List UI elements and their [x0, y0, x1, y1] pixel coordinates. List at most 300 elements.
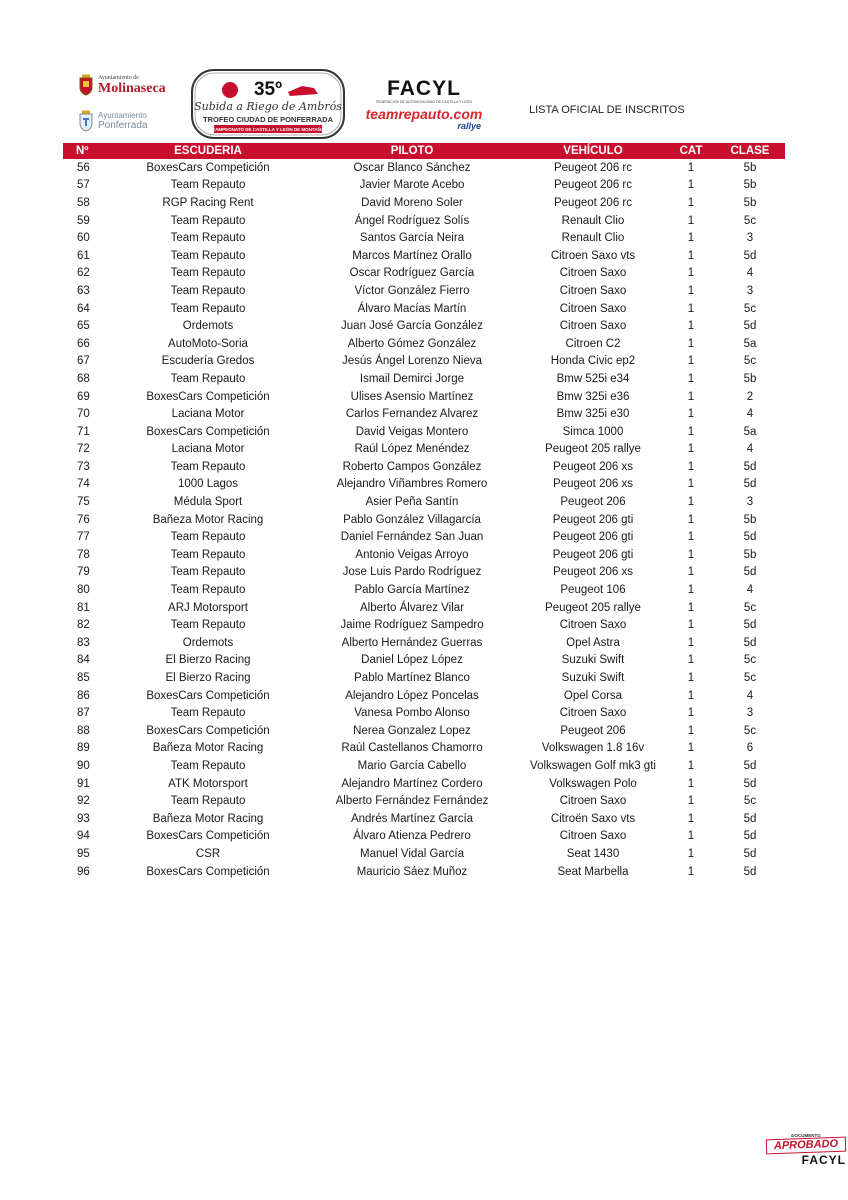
cell-category: 1	[687, 830, 695, 843]
cell-vehicle: Peugeot 206 rc	[553, 196, 632, 209]
cell-number: 64	[77, 302, 90, 315]
cell-number: 79	[77, 566, 90, 579]
cell-driver: Jesús Ángel Lorenzo Nieva	[342, 355, 482, 368]
cell-team: BoxesCars Competición	[146, 724, 270, 737]
cell-vehicle: Citroen Saxo	[559, 707, 627, 720]
cell-vehicle: Citroen Saxo	[559, 284, 627, 297]
cell-team: ATK Motorsport	[168, 777, 248, 790]
cell-class: 5d	[743, 636, 757, 649]
cell-number: 88	[77, 724, 90, 737]
cell-team: Team Repauto	[170, 372, 246, 385]
table-row	[63, 511, 785, 529]
cell-team: Laciana Motor	[171, 443, 245, 456]
cell-category: 1	[687, 196, 695, 209]
cell-class: 5b	[743, 548, 757, 561]
cell-number: 66	[77, 337, 90, 350]
cell-number: 94	[77, 830, 90, 843]
cell-number: 85	[77, 672, 90, 685]
town-hall-logos	[78, 70, 182, 136]
cell-vehicle: Renault Clio	[561, 232, 625, 245]
cell-class: 5b	[743, 372, 757, 385]
cell-number: 59	[77, 214, 90, 227]
cell-number: 87	[77, 707, 90, 720]
cell-number: 72	[77, 443, 90, 456]
cell-team: Laciana Motor	[171, 408, 245, 421]
table-row	[63, 300, 785, 318]
table-row	[63, 546, 785, 564]
cell-category: 1	[687, 161, 695, 174]
event-badge-logo	[190, 68, 346, 140]
cell-team: Team Repauto	[170, 302, 246, 315]
cell-team: BoxesCars Competición	[146, 689, 270, 702]
cell-category: 1	[687, 636, 695, 649]
cell-team: Team Repauto	[170, 267, 246, 280]
table-row	[63, 441, 785, 459]
cell-driver: Antonio Veigas Arroyo	[355, 548, 469, 561]
event-number: 35º	[253, 79, 283, 100]
cell-category: 1	[687, 179, 695, 192]
cell-driver: Alberto Álvarez Vilar	[360, 601, 464, 614]
cell-class: 3	[746, 232, 754, 245]
cell-category: 1	[687, 777, 695, 790]
cell-team: ARJ Motorsport	[168, 601, 248, 614]
table-row	[63, 652, 785, 670]
cell-vehicle: Peugeot 206 xs	[553, 478, 633, 491]
cell-number: 91	[77, 777, 90, 790]
cell-category: 1	[687, 302, 695, 315]
table-row	[63, 528, 785, 546]
table-row	[63, 863, 785, 881]
cell-vehicle: Renault Clio	[561, 214, 625, 227]
cell-vehicle: Citroën Saxo vts	[550, 812, 636, 825]
cell-category: 1	[687, 232, 695, 245]
cell-class: 5d	[743, 830, 757, 843]
cell-category: 1	[687, 795, 695, 808]
event-trophy: TROFEO CIUDAD DE PONFERRADA	[202, 115, 334, 124]
cell-number: 93	[77, 812, 90, 825]
cell-category: 1	[687, 320, 695, 333]
cell-driver: Roberto Campos González	[342, 460, 482, 473]
table-body	[63, 159, 785, 880]
cell-vehicle: Citroen Saxo	[559, 267, 627, 280]
column-header-number: Nº	[63, 143, 111, 159]
cell-driver: Oscar Rodríguez García	[349, 267, 475, 280]
cell-class: 3	[746, 707, 754, 720]
column-header-vehicle: VEHÍCULO	[519, 143, 667, 159]
table-row	[63, 177, 785, 195]
cell-number: 84	[77, 654, 90, 667]
cell-driver: Andrés Martínez García	[350, 812, 474, 825]
cell-team: RGP Racing Rent	[162, 196, 254, 209]
cell-driver: David Veigas Montero	[355, 425, 469, 438]
ponferrada-logo	[78, 106, 182, 136]
table-row	[63, 775, 785, 793]
table-row	[63, 423, 785, 441]
approved-stamp-org: FACYL	[801, 1153, 846, 1167]
cell-team: 1000 Lagos	[177, 478, 239, 491]
cell-class: 5d	[743, 478, 757, 491]
event-championship: CAMPEONATO DE CASTILLA Y LEÓN DE MONTAÑA	[211, 127, 325, 133]
cell-class: 5d	[743, 812, 757, 825]
table-row	[63, 493, 785, 511]
sponsor-logo: teamrepauto.com	[365, 106, 483, 122]
approved-stamp	[766, 1133, 846, 1169]
cell-category: 1	[687, 601, 695, 614]
cell-category: 1	[687, 724, 695, 737]
cell-class: 5c	[743, 302, 757, 315]
cell-vehicle: Citroen Saxo	[559, 830, 627, 843]
cell-vehicle: Bmw 325i e36	[556, 390, 630, 403]
cell-category: 1	[687, 425, 695, 438]
approved-stamp-text: APROBADO	[766, 1137, 846, 1155]
cell-class: 5d	[743, 320, 757, 333]
cell-team: Team Repauto	[170, 284, 246, 297]
cell-category: 1	[687, 513, 695, 526]
facyl-subtitle: FEDERACIÓN DE AUTOMOVILISMO DE CASTILLA Y LEÓN	[376, 100, 472, 104]
table-row	[63, 335, 785, 353]
cell-driver: Álvaro Macías Martín	[357, 302, 467, 315]
cell-class: 5b	[743, 161, 757, 174]
cell-number: 70	[77, 408, 90, 421]
table-row	[63, 810, 785, 828]
cell-class: 5d	[743, 777, 757, 790]
table-row	[63, 581, 785, 599]
table-row	[63, 212, 785, 230]
cell-vehicle: Peugeot 106	[560, 584, 626, 597]
cell-category: 1	[687, 531, 695, 544]
cell-team: Escudería Gredos	[161, 355, 255, 368]
cell-driver: Víctor González Fierro	[354, 284, 470, 297]
table-row	[63, 405, 785, 423]
cell-class: 5b	[743, 196, 757, 209]
cell-driver: Javier Marote Acebo	[359, 179, 465, 192]
cell-class: 5d	[743, 249, 757, 262]
cell-number: 60	[77, 232, 90, 245]
cell-driver: Nerea Gonzalez Lopez	[353, 724, 471, 737]
cell-vehicle: Citroen Saxo	[559, 302, 627, 315]
cell-class: 3	[746, 284, 754, 297]
cell-vehicle: Citroen C2	[565, 337, 621, 350]
table-row	[63, 757, 785, 775]
cell-vehicle: Citroen Saxo	[559, 795, 627, 808]
cell-number: 75	[77, 496, 90, 509]
cell-class: 5a	[743, 425, 757, 438]
cell-category: 1	[687, 865, 695, 878]
document-title: LISTA OFICIAL DE INSCRITOS	[529, 104, 685, 116]
cell-driver: Jose Luis Pardo Rodríguez	[342, 566, 482, 579]
cell-driver: Daniel Fernández San Juan	[340, 531, 484, 544]
facyl-title: FACYL	[387, 77, 461, 100]
cell-team: Ordemots	[182, 320, 234, 333]
table-row	[63, 282, 785, 300]
cell-class: 5a	[743, 337, 757, 350]
table-row	[63, 740, 785, 758]
cell-driver: Raúl López Menéndez	[354, 443, 470, 456]
cell-number: 89	[77, 742, 90, 755]
cell-category: 1	[687, 390, 695, 403]
cell-class: 4	[746, 408, 754, 421]
cell-driver: Alejandro Viñambres Romero	[336, 478, 488, 491]
cell-number: 62	[77, 267, 90, 280]
cell-category: 1	[687, 267, 695, 280]
cell-driver: Pablo González Villagarcía	[343, 513, 481, 526]
cell-driver: Ángel Rodríguez Solís	[354, 214, 470, 227]
cell-category: 1	[687, 337, 695, 350]
cell-number: 69	[77, 390, 90, 403]
cell-vehicle: Peugeot 206 rc	[553, 161, 632, 174]
cell-team: Team Repauto	[170, 232, 246, 245]
cell-team: Team Repauto	[170, 795, 246, 808]
cell-team: Bañeza Motor Racing	[152, 812, 264, 825]
cell-category: 1	[687, 672, 695, 685]
cell-number: 86	[77, 689, 90, 702]
cell-class: 6	[746, 742, 754, 755]
cell-number: 61	[77, 249, 90, 262]
cell-number: 56	[77, 161, 90, 174]
event-name: Subida a Riego de Ambrós	[194, 100, 342, 113]
cell-category: 1	[687, 619, 695, 632]
table-row	[63, 229, 785, 247]
cell-number: 67	[77, 355, 90, 368]
cell-driver: Álvaro Atienza Pedrero	[353, 830, 471, 843]
table-row	[63, 599, 785, 617]
cell-number: 65	[77, 320, 90, 333]
cell-category: 1	[687, 443, 695, 456]
cell-number: 82	[77, 619, 90, 632]
cell-vehicle: Bmw 325i e30	[556, 408, 630, 421]
cell-team: BoxesCars Competición	[146, 390, 270, 403]
cell-driver: Asier Peña Santín	[365, 496, 459, 509]
cell-number: 57	[77, 179, 90, 192]
cell-team: Team Repauto	[170, 566, 246, 579]
cell-category: 1	[687, 689, 695, 702]
cell-class: 4	[746, 689, 754, 702]
cell-class: 4	[746, 443, 754, 456]
cell-vehicle: Seat 1430	[566, 847, 620, 860]
cell-driver: Alberto Fernández Fernández	[335, 795, 489, 808]
cell-category: 1	[687, 759, 695, 772]
cell-vehicle: Suzuki Swift	[561, 654, 625, 667]
cell-category: 1	[687, 249, 695, 262]
cell-team: Team Repauto	[170, 759, 246, 772]
approved-stamp-doc: DOCUMENTO	[791, 1133, 821, 1138]
column-header-class: CLASE	[715, 143, 785, 159]
cell-class: 5c	[743, 214, 757, 227]
cell-driver: Alejandro Martínez Cordero	[341, 777, 483, 790]
cell-driver: Santos García Neira	[359, 232, 465, 245]
cell-team: Team Repauto	[170, 531, 246, 544]
cell-class: 5d	[743, 619, 757, 632]
cell-class: 4	[746, 584, 754, 597]
cell-class: 5d	[743, 847, 757, 860]
cell-team: Team Repauto	[170, 460, 246, 473]
cell-team: Team Repauto	[170, 619, 246, 632]
cell-class: 3	[746, 496, 754, 509]
ponferrada-name: Ponferrada	[98, 120, 148, 131]
cell-driver: Manuel Vidal García	[360, 847, 464, 860]
cell-vehicle: Peugeot 206 gti	[552, 531, 634, 544]
cell-class: 5c	[743, 795, 757, 808]
facyl-logo	[363, 78, 485, 136]
cell-vehicle: Peugeot 206	[560, 496, 626, 509]
cell-number: 96	[77, 865, 90, 878]
cell-number: 83	[77, 636, 90, 649]
table-row	[63, 458, 785, 476]
cell-category: 1	[687, 460, 695, 473]
cell-driver: Pablo Martínez Blanco	[354, 672, 470, 685]
cell-driver: Juan José García González	[341, 320, 483, 333]
cell-vehicle: Bmw 525i e34	[556, 372, 630, 385]
table-row	[63, 616, 785, 634]
cell-team: Team Repauto	[170, 249, 246, 262]
cell-driver: Oscar Blanco Sánchez	[353, 161, 471, 174]
cell-vehicle: Citroen Saxo	[559, 320, 627, 333]
cell-class: 5c	[743, 654, 757, 667]
cell-team: BoxesCars Competición	[146, 161, 270, 174]
cell-vehicle: Suzuki Swift	[561, 672, 625, 685]
cell-driver: Alberto Gómez González	[347, 337, 477, 350]
cell-driver: Mauricio Sáez Muñoz	[356, 865, 468, 878]
cell-team: CSR	[195, 847, 221, 860]
cell-vehicle: Peugeot 205 rallye	[545, 443, 641, 456]
cell-team: Team Repauto	[170, 707, 246, 720]
cell-vehicle: Peugeot 205 rallye	[545, 601, 641, 614]
cell-category: 1	[687, 812, 695, 825]
cell-team: Ordemots	[182, 636, 234, 649]
table-row	[63, 194, 785, 212]
cell-vehicle: Peugeot 206 xs	[553, 566, 633, 579]
table-row	[63, 317, 785, 335]
cell-number: 92	[77, 795, 90, 808]
cell-driver: Vanesa Pombo Alonso	[354, 707, 470, 720]
cell-number: 77	[77, 531, 90, 544]
cell-driver: Daniel López López	[361, 654, 463, 667]
cell-category: 1	[687, 707, 695, 720]
cell-number: 81	[77, 601, 90, 614]
cell-class: 5b	[743, 513, 757, 526]
cell-driver: Pablo García Martínez	[354, 584, 470, 597]
cell-number: 76	[77, 513, 90, 526]
table-row	[63, 476, 785, 494]
cell-category: 1	[687, 548, 695, 561]
cell-number: 58	[77, 196, 90, 209]
cell-category: 1	[687, 584, 695, 597]
cell-number: 71	[77, 425, 90, 438]
cell-class: 5d	[743, 531, 757, 544]
cell-team: El Bierzo Racing	[165, 672, 251, 685]
cell-vehicle: Peugeot 206 rc	[553, 179, 632, 192]
cell-number: 73	[77, 460, 90, 473]
cell-class: 4	[746, 267, 754, 280]
cell-class: 5d	[743, 759, 757, 772]
table-header-row	[63, 143, 785, 159]
cell-team: BoxesCars Competición	[146, 425, 270, 438]
cell-driver: Marcos Martínez Orallo	[352, 249, 472, 262]
cell-team: Bañeza Motor Racing	[152, 742, 264, 755]
cell-vehicle: Peugeot 206	[560, 724, 626, 737]
cell-vehicle: Seat Marbella	[557, 865, 629, 878]
cell-class: 5d	[743, 566, 757, 579]
cell-vehicle: Citroen Saxo	[559, 619, 627, 632]
sponsor-subtitle: rallye	[457, 121, 481, 131]
table-row	[63, 247, 785, 265]
cell-driver: Ulises Asensio Martínez	[350, 390, 474, 403]
cell-vehicle: Volkswagen Golf mk3 gti	[530, 759, 656, 772]
cell-category: 1	[687, 742, 695, 755]
cell-class: 2	[746, 390, 754, 403]
table-row	[63, 792, 785, 810]
cell-number: 68	[77, 372, 90, 385]
table-row	[63, 669, 785, 687]
table-row	[63, 828, 785, 846]
cell-driver: Alejandro López Poncelas	[345, 689, 479, 702]
cell-team: Team Repauto	[170, 179, 246, 192]
cell-category: 1	[687, 214, 695, 227]
cell-number: 90	[77, 759, 90, 772]
cell-number: 63	[77, 284, 90, 297]
table-row	[63, 370, 785, 388]
column-header-driver: PILOTO	[305, 143, 519, 159]
cell-team: BoxesCars Competición	[146, 830, 270, 843]
cell-class: 5c	[743, 724, 757, 737]
cell-team: Bañeza Motor Racing	[152, 513, 264, 526]
cell-category: 1	[687, 284, 695, 297]
cell-class: 5c	[743, 672, 757, 685]
table-row	[63, 159, 785, 177]
cell-team: El Bierzo Racing	[165, 654, 251, 667]
table-row	[63, 265, 785, 283]
table-row	[63, 353, 785, 371]
table-row	[63, 704, 785, 722]
cell-category: 1	[687, 654, 695, 667]
cell-class: 5d	[743, 460, 757, 473]
cell-vehicle: Honda Civic ep2	[550, 355, 636, 368]
event-badge-emblem	[222, 82, 238, 98]
cell-number: 95	[77, 847, 90, 860]
cell-number: 78	[77, 548, 90, 561]
cell-driver: Mario García Cabello	[357, 759, 467, 772]
cell-class: 5c	[743, 601, 757, 614]
cell-category: 1	[687, 566, 695, 579]
cell-class: 5c	[743, 355, 757, 368]
cell-number: 80	[77, 584, 90, 597]
cell-number: 74	[77, 478, 90, 491]
molinaseca-logo	[78, 70, 182, 100]
cell-team: Team Repauto	[170, 214, 246, 227]
table-row	[63, 687, 785, 705]
ponferrada-small-text: Ayuntamiento	[98, 111, 147, 120]
cell-vehicle: Volkswagen Polo	[549, 777, 637, 790]
entry-list-table	[63, 143, 785, 880]
cell-vehicle: Citroen Saxo vts	[550, 249, 636, 262]
table-row	[63, 634, 785, 652]
cell-vehicle: Peugeot 206 gti	[552, 513, 634, 526]
cell-class: 5d	[743, 865, 757, 878]
cell-class: 5b	[743, 179, 757, 192]
molinaseca-small-text: Ayuntamiento de	[98, 74, 139, 81]
cell-team: Team Repauto	[170, 584, 246, 597]
cell-team: AutoMoto-Soria	[168, 337, 248, 350]
cell-team: Médula Sport	[173, 496, 243, 509]
cell-driver: Alberto Hernández Guerras	[341, 636, 483, 649]
cell-team: BoxesCars Competición	[146, 865, 270, 878]
table-row	[63, 388, 785, 406]
ponferrada-crest-icon	[78, 110, 94, 132]
molinaseca-name: Molinaseca	[98, 80, 166, 96]
cell-vehicle: Opel Astra	[566, 636, 620, 649]
table-row	[63, 845, 785, 863]
cell-driver: David Moreno Soler	[361, 196, 463, 209]
